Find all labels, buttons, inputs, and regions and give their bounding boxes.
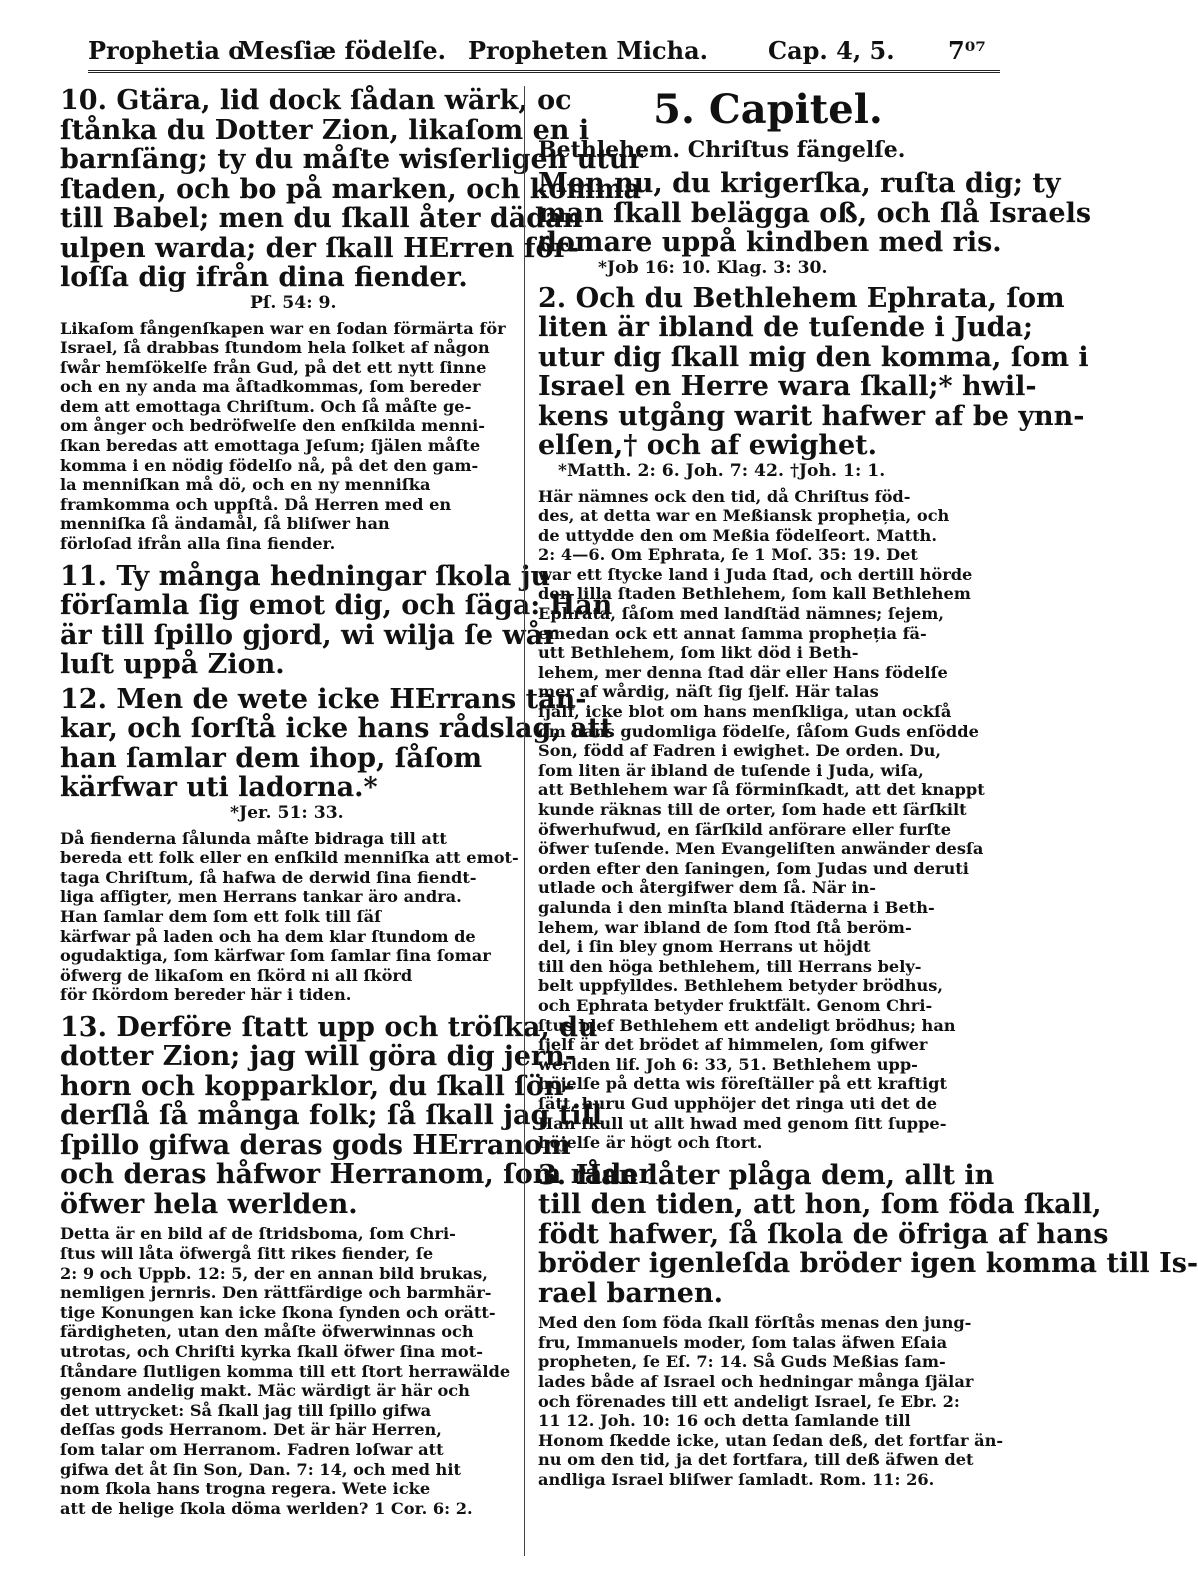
verse-11: 11. Ty många hedningar ſkola ju förſamla ſig emot dig, och ſäga: Han är till ſpillo gjord, wi wilja ſe wår luſt uppå Zion. [60,560,613,681]
commentary-2: Här nämnes ock den tid, då Chriſtus föd- des, at detta war en Meßiansk propheția, och de uttydde den om Meßia födelſeort. Matth. 2: 4—6. Om Ephrata, ſe 1 Moſ. 35: 19. Det war ett ſtycke land i Juda ſtad, och dertill hörde den lilla ſtaden Bethlehem, ſom kall Bethlehem Ephrata, ſåſom med landſtäd nämnes; ſejem, emedan ock ett annat ſamma propheția fä- utt Bethlehem, ſom likt död i Beth- lehem, mer denna ſtad där eller Hans födelſe mer af wårdig, näſt ſig ſjelf. Här talas ſjälf, icke blot om hans menſkliga, utan ockſå om hans gudomliga födelſe, ſåſom Guds enſödde Son, född af Fadren i ewighet. De orden. Du, ſom liten är ibland de tuſende i Juda, wiſa, att Bethlehem war ſå förminſkadt, att det knappt kunde räknas till de orter, ſom hade ett ſärſkilt öfwerhufwud, en ſärſkild anförare eller furſte öfwer tuſende. Men Evangeliſten anwänder desſa orden efter den ſaningen, ſom Judas und deruti utlade och återgifwer dem ſå. När in- galunda i den minſta bland ſtäderna i Beth- lehem, war ibland de ſom ſtod ſtå beröm- del, i ſin bley gnom Herrans ut höjdt till den höga bethlehem, till Herrans bely- belt uppfylldes. Bethlehem betyder brödhus, och Ephrata betyder fruktfält. Genom Chri- ſtus blef Bethlehem ett andeligt brödhus; han ſjelf är det brödet af himmelen, ſom gifwer werlden lif. Joh 6: 33, 51. Bethlehem upp- höjelſe på detta wis föreſtäller på ett kraftigt ſätt, huru Gud upphöjer det ringa uti det de Han ſkull ut allt hwad med genom ſitt ſuppe- höjelſe är högt och ſtort. [538,486,985,1153]
left-column [60,85,653,1556]
right-column [538,86,1198,1556]
commentary-13: Detta är en bild af de ſtridsboma, ſom Chri- ſtus will låta öfwergå ſitt rikes fiender, ſe 2: 9 och Uppb. 12: 5, der en annan bild brukas, nemligen jernris. Den rättfärdige och barmhär- tige Konungen kan icke ſkona ſynden och orätt- färdigheten, utan den måſte öfwerwinnas och utrotas, och Chriſti kyrka ſkall öfwer ſina mot- ſtåndare ſlutligen komma till ett ſtort herrawälde genom andelig makt. Mäc wärdigt är här och det uttrycket: Så ſkall jag till ſpillo gifwa deſſas gods Herranom. Det är här Herren, ſom talar om Herranom. Fadren loſwar att gifwa det åt ſin Son, Dan. 7: 14, och med hit nom ſkola hans trogna regera. Wete icke att de helige ſkola döma werlden? 1 Cor. 6: 2. [60,1224,511,1518]
commentary-10: Likaſom fångenſkapen war en ſodan förmärta för Israel, ſå drabbas ſtundom hela ſolket af någon ſwår hemſökelſe från Gud, på det ett nytt ſinne och en ny anda ma åſtadkommas, ſom bereder dem att emottaga Chriſtum. Och ſå måſte ge- om ånger och bedröfwelſe den enſkilda menni- ſkan beredas att emottaga Jeſum; ſjälen måſte komma i en nödig födelſo nå, på det den gam- la menniſkan må dö, och en ny menniſka framkomma och uppſtå. Då Herren med en menniſka ſå ändamål, ſå bliſwer han förloſad ifrån alla ſina fiender. [60,318,506,554]
verse-2-ref: *Matth. 2: 6. Joh. 7: 42. †Joh. 1: 1. [558,460,886,481]
header-center-left: Mesſiæ födelſe. [238,36,446,65]
verse-2: 2. Och du Bethlehem Ephrata, ſom liten är ibland de tuſende i Juda; utur dig ſkall mig den komma, ſom i Israel en Herre wara ſkall;* hwil- kens utgång warit hafwer af be ynn- elſen,† och af ewighet. [538,282,1089,461]
verse-12: 12. Men de wete icke HErrans tan- kar, och ſorſtå icke hans rådslag, att han ſamlar dem ihop, ſåſom kärfwar uti ladorna.* [60,683,613,804]
chapter-summary: Bethlehem. Chriſtus fängelſe. [538,137,906,163]
header-rule [88,70,1000,73]
verse-10-ref: Pſ. 54: 9. [250,292,337,313]
header-chapter-ref: Cap. 4, 5. [768,36,895,65]
commentary-12: Då fienderna ſålunda måſte bidraga till att bereda ett folk eller en enſkild menniſka att emot- taga Chriſtum, ſå hafwa de derwid ſina fiendt- liga afſigter, men Herrans tankar äro andra. Han ſamlar dem ſom ett folk till ſäſ kärfwar på laden och ha dem klar ſtundom de ogudaktiga, ſom kärfwar ſom ſamlar ſina ſomar öfwerg de likaſom en ſkörd ni all ſkörd för ſkördom bereder här i tiden. [60,828,519,1005]
verse-1: Men nu, du krigerſka, ruſta dig; ty man ſkall belägga oß, och ſlå Israels domare uppå kindben med ris. [538,168,1092,258]
verse-1-ref: *Job 16: 10. Klag. 3: 30. [598,257,828,278]
column-divider [524,86,525,1556]
header-page-number: 7⁰⁷ [948,36,986,65]
verse-13: 13. Derföre ſtatt upp och tröſka, du dotter Zion; jag will göra dig jern- horn och kopparklor, du ſkall ſön- derſlå ſå många folk; ſå ſkall jag till ſpillo gifwa deras gods HErranom och deras håfwor Herranom, ſom råder öfwer hela werlden. [60,1011,653,1220]
running-header [88,36,1000,68]
verse-10: 10. Gtära, lid dock ſådan wärk, oc ſtånka du Dotter Zion, likaſom en i barnſäng; ty du måſte wisſerligen utur ſtaden, och bo på marken, och komma till Babel; men du ſkall åter dädan ulpen warda; der ſkall HErren för- loſſa dig ifrån dina fiender. [60,85,643,293]
header-center-right: Propheten Micha. [468,36,709,65]
verse-3: 3. Han låter plåga dem, allt in till den tiden, att hon, ſom föda ſkall, födt hafwer, ſå ſkola de öfriga af hans bröder igenleſda bröder igen komma till Is- rael barnen. [538,1159,1198,1309]
header-left: Prophetia o [88,36,245,65]
commentary-3: Med den ſom föda ſkall förſtås menas den jung- fru, Immanuels moder, ſom talas äfwen Eſaia propheten, ſe Eſ. 7: 14. Så Guds Meßias ſam- lades både af Israel och hedningar många ſjälar och förenades till ett andeligt Israel, ſe Ebr. 2: 11 12. Joh. 10: 16 och detta ſamlande till Honom ſkedde icke, utan ſedan deß, det fortfar än- nu om den tid, ja det fortfara, till deß äfwen det andliga Israel bliſwer ſamladt. Rom. 11: 26. [538,1313,1004,1489]
verse-12-ref: *Jer. 51: 33. [230,802,344,823]
chapter-title: 5. Capitel. [653,86,883,133]
